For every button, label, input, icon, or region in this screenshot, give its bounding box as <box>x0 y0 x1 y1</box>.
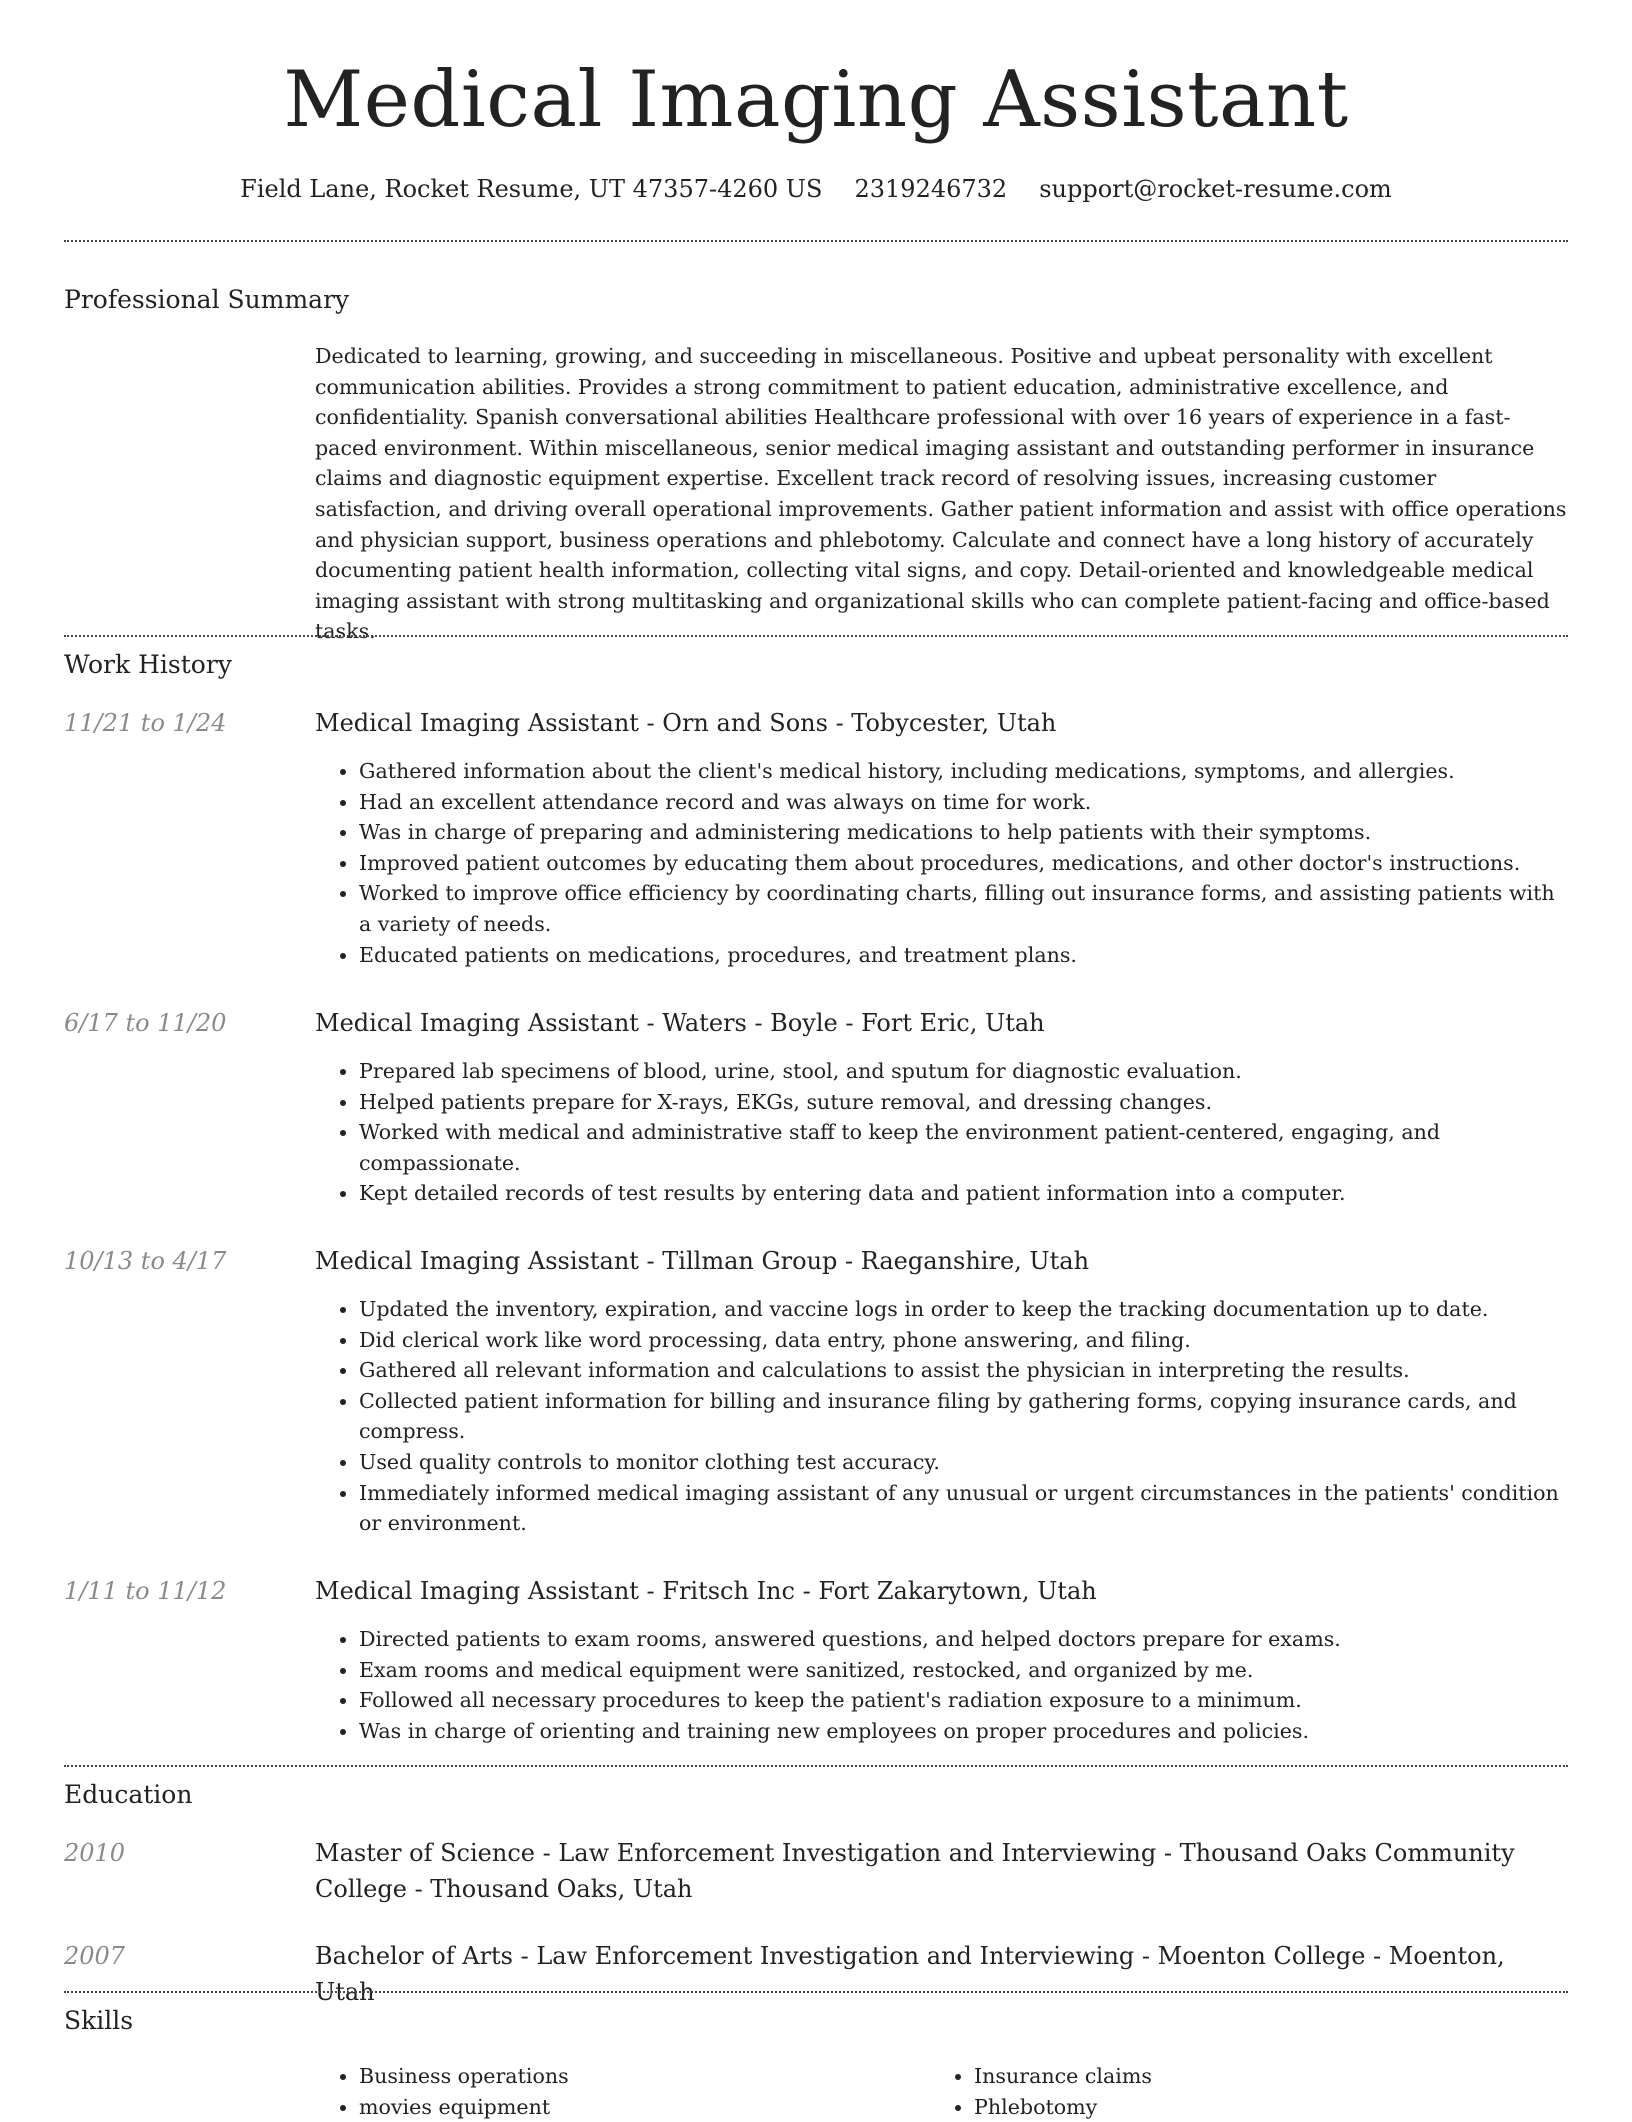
work-history-heading: Work History <box>64 650 232 679</box>
job-bullet: • Gathered information about the client's medical history, including medications, symptoms, and allergies. <box>359 756 1568 787</box>
section-divider <box>64 1765 1568 1767</box>
job-title: Medical Imaging Assistant - Orn and Sons - Tobycester, Utah <box>315 709 1057 737</box>
job-title: Medical Imaging Assistant - Waters - Boyle - Fort Eric, Utah <box>315 1009 1045 1037</box>
job-bullet: • Collected patient information for billing and insurance filing by gathering forms, copying insurance cards, and compress. <box>359 1386 1568 1447</box>
job-bullet: • Had an excellent attendance record and was always on time for work. <box>359 787 1568 818</box>
job-bullet: • Helped patients prepare for X-rays, EKGs, suture removal, and dressing changes. <box>359 1087 1568 1118</box>
summary-heading: Professional Summary <box>64 285 350 314</box>
contact-phone: 2319246732 <box>854 175 1008 203</box>
education-entry: Master of Science - Law Enforcement Investigation and Interviewing - Thousand Oaks Community College - Thousand Oaks, Utah <box>315 1839 1515 1903</box>
job-bullets <box>315 756 1568 970</box>
job-bullet: • Educated patients on medications, procedures, and treatment plans. <box>359 940 1568 971</box>
job-bullet: • Gathered all relevant information and calculations to assist the physician in interpreting the results. <box>359 1355 1568 1386</box>
job-bullet: • Directed patients to exam rooms, answered questions, and helped doctors prepare for exams. <box>359 1624 1568 1655</box>
job-dates: 1/11 to 11/12 <box>64 1577 227 1605</box>
section-divider <box>64 1991 1568 1993</box>
job-bullet: • Prepared lab specimens of blood, urine, stool, and sputum for diagnostic evaluation. <box>359 1056 1568 1087</box>
job-bullet: • Kept detailed records of test results by entering data and patient information into a computer. <box>359 1178 1568 1209</box>
job-bullet: • Worked with medical and administrative staff to keep the environment patient-centered, engaging, and compassionate. <box>359 1117 1568 1178</box>
job-bullet: • Immediately informed medical imaging assistant of any unusual or urgent circumstances in the patients' condition or environment. <box>359 1478 1568 1539</box>
job-bullets <box>315 1294 1568 1539</box>
skills-list-right <box>930 2061 1490 2122</box>
job-dates: 11/21 to 1/24 <box>64 709 227 737</box>
job-bullets <box>315 1624 1568 1746</box>
job-bullet: • Was in charge of orienting and training new employees on proper procedures and policies. <box>359 1716 1568 1747</box>
skill-item: • Business operations <box>359 2061 875 2092</box>
job-title: Medical Imaging Assistant - Fritsch Inc - Fort Zakarytown, Utah <box>315 1577 1097 1605</box>
resume-name: Medical Imaging Assistant <box>283 55 1349 145</box>
job-bullet: • Updated the inventory, expiration, and vaccine logs in order to keep the tracking documentation up to date. <box>359 1294 1568 1325</box>
job-dates: 10/13 to 4/17 <box>64 1247 227 1275</box>
job-bullet: • Followed all necessary procedures to keep the patient's radiation exposure to a minimum. <box>359 1685 1568 1716</box>
skills-list-left <box>315 2061 875 2122</box>
section-divider <box>64 635 1568 637</box>
job-bullet: • Improved patient outcomes by educating them about procedures, medications, and other doctor's instructions. <box>359 848 1568 879</box>
education-year: 2007 <box>64 1942 126 1970</box>
contact-email: support@rocket-resume.com <box>1039 175 1392 203</box>
resume-page <box>64 0 1568 2119</box>
job-bullet: • Worked to improve office efficiency by coordinating charts, filling out insurance forms, and assisting patients with a variety of needs. <box>359 878 1568 939</box>
skill-item: • Phlebotomy <box>974 2092 1490 2122</box>
education-heading: Education <box>64 1780 193 1809</box>
job-bullet: • Used quality controls to monitor clothing test accuracy. <box>359 1447 1568 1478</box>
skill-item: • Insurance claims <box>974 2061 1490 2092</box>
summary-text: Dedicated to learning, growing, and succeeding in miscellaneous. Positive and upbeat personality with excellent communication abilities. Provides a strong commitment to patient education, administrative excellence, and confidentiality. Spanish conversational abilities Healthcare professional with over 16 years of experience in a fast-paced environment. Within miscellaneous, senior medical imaging assistant and outstanding performer in insurance claims and diagnostic equipment expertise. Excellent track record of resolving issues, increasing customer satisfaction, and driving overall operational improvements. Gather patient information and assist with office operations and physician support, business operations and phlebotomy. Calculate and connect have a long history of accurately documenting patient health information, collecting vital signs, and copy. Detail-oriented and knowledgeable medical imaging assistant with strong multitasking and organizational skills who can complete patient-facing and office-based tasks. <box>315 344 1567 644</box>
job-bullet: • Exam rooms and medical equipment were sanitized, restocked, and organized by me. <box>359 1655 1568 1686</box>
section-divider <box>64 240 1568 242</box>
skill-item: • movies equipment <box>359 2092 875 2122</box>
skills-heading: Skills <box>64 2006 134 2035</box>
job-dates: 6/17 to 11/20 <box>64 1009 227 1037</box>
education-entry: Bachelor of Arts - Law Enforcement Investigation and Interviewing - Moenton College - Moenton, Utah <box>315 1942 1505 2006</box>
contact-address: Field Lane, Rocket Resume, UT 47357-4260 US <box>240 175 823 203</box>
job-bullets <box>315 1056 1568 1209</box>
job-bullet: • Did clerical work like word processing, data entry, phone answering, and filing. <box>359 1325 1568 1356</box>
job-bullet: • Was in charge of preparing and administering medications to help patients with their symptoms. <box>359 817 1568 848</box>
contact-line <box>64 172 1568 206</box>
job-title: Medical Imaging Assistant - Tillman Group - Raeganshire, Utah <box>315 1247 1090 1275</box>
education-year: 2010 <box>64 1839 126 1867</box>
